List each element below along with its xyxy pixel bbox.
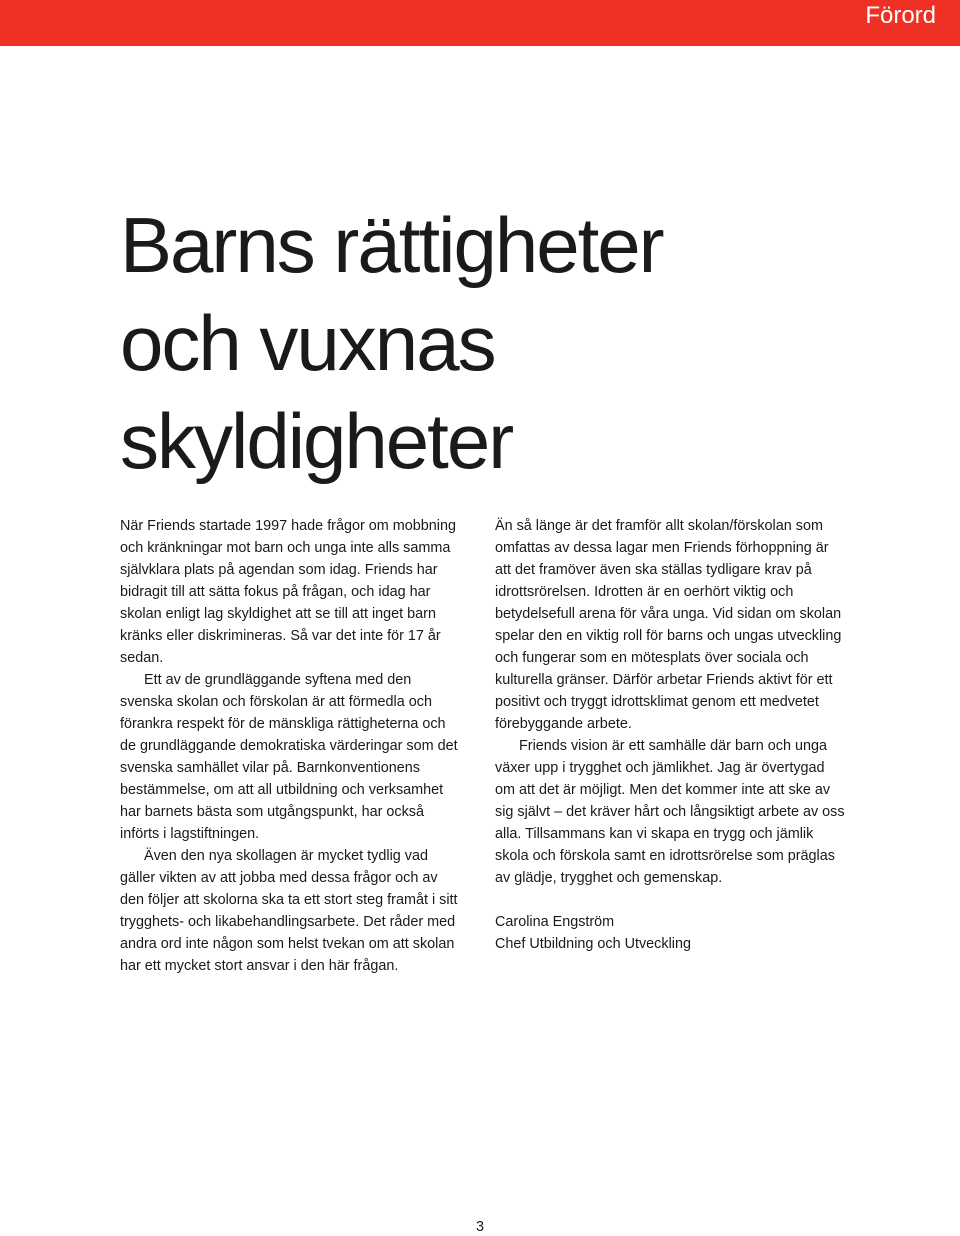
paragraph: Friends vision är ett samhälle där barn och unga växer upp i trygghet och jämlikhet. Jag är övertygad om att det är möjligt. Men det kommer inte att ske av sig självt – det kräver hårt och långsiktigt arbete av oss alla. Tillsammans kan vi skapa en trygg och jämlik skola och förskola samt en idrottsrörelse som präglas av glädje, trygghet och gemenskap. — [495, 738, 845, 886]
right-column — [495, 515, 845, 955]
signature-role: Chef Utbildning och Utveckling — [495, 936, 691, 952]
page-title — [120, 196, 663, 490]
header-bar — [0, 0, 960, 46]
left-column — [120, 515, 465, 977]
paragraph: Ett av de grundläggande syftena med den svenska skolan och förskolan är att förmedla och förankra respekt för de mänskliga rättigheterna och de grundläggande demokratiska värderingar som det svenska samhället vilar på. Barnkonventionens bestämmelse, om att all utbildning och verksamhet har barnets bästa som utgångspunkt, har också införts i lagstiftningen. — [120, 672, 458, 842]
signature-name: Carolina Engström — [495, 914, 615, 930]
title-line-2: och vuxnas — [120, 299, 495, 387]
paragraph: När Friends startade 1997 hade frågor om mobbning och kränkningar mot barn och unga inte alls samma självklara plats på agendan som idag. Friends har bidragit till att sätta fokus på frågan, och idag har skolan enligt lag skyldighet att se till att inget barn kränks eller diskrimineras. Så var det inte för 17 år sedan. — [120, 518, 456, 666]
title-line-3: skyldigheter — [120, 397, 513, 485]
paragraph: Även den nya skollagen är mycket tydlig vad gäller vikten av att jobba med dessa frågor och av den följer att skolorna ska ta ett stort steg framåt i sitt trygghets- och likabehandlingsarbete. Det råder med andra ord inte någon som helst tvekan om att skolan har ett mycket stort ansvar i den här frågan. — [120, 848, 458, 974]
paragraph: Än så länge är det framför allt skolan/förskolan som omfattas av dessa lagar men Friends förhoppning är att det framöver även ska ställas tydligare krav på idrottsrörelsen. Idrotten är en oerhört viktig och betydelsefull arena för våra unga. Vid sidan om skolan spelar den en viktig roll för barns och ungas utveckling och fungerar som en mötesplats över sociala och kulturella gränser. Därför arbetar Friends aktivt för ett positivt och tryggt idrottsklimat genom ett medvetet förebyggande arbete. — [495, 518, 842, 732]
page-number: 3 — [475, 1219, 484, 1235]
title-line-1: Barns rättigheter — [120, 201, 663, 289]
section-label: Förord — [865, 2, 936, 29]
signature-block — [495, 911, 845, 955]
